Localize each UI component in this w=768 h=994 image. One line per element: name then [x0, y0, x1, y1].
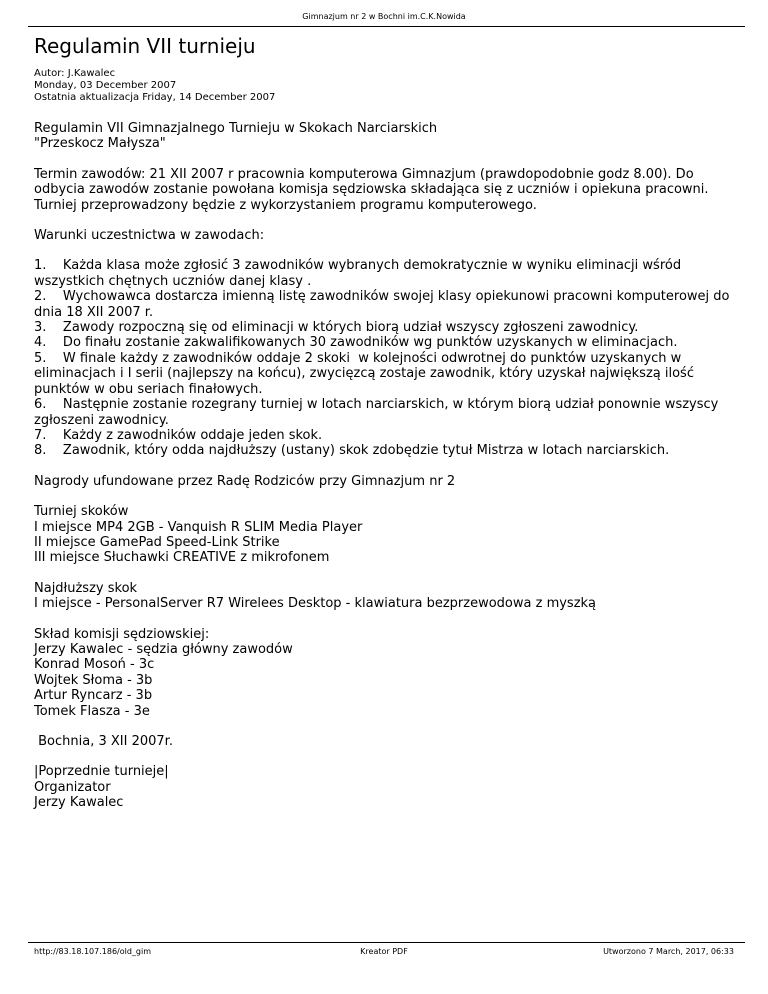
updated-date: Ostatnia aktualizacja Friday, 14 December 2007: [34, 92, 276, 103]
komisja-line: Tomek Flasza - 3e: [34, 703, 150, 719]
rule-item: 8. Zawodnik, który odda najdłuższy (ustany) skok zdobędzie tytuł Mistrza w lotach narciarskich.: [34, 443, 670, 459]
page-header: Gimnazjum nr 2 w Bochni im.C.K.Nowida: [302, 12, 466, 21]
article-meta: [34, 68, 275, 104]
place-date: [34, 734, 746, 749]
komisja-line: Skład komisji sędziowskiej:: [34, 626, 210, 642]
place-date-line: Bochnia, 3 XII 2007r.: [34, 734, 173, 749]
rule-item: 7. Każdy z zawodników oddaje jeden skok.: [34, 427, 323, 443]
prize-line: I miejsce - PersonalServer R7 Wirelees Desktop - klawiatura bezprzewodowa z myszką: [34, 596, 597, 612]
rule-item: 1. Każda klasa może zgłosić 3 zawodników wybranych demokratycznie w wyniku eliminacji wśród wszystkich chętnych uczniów danej klasy .: [34, 258, 686, 289]
prize-line: III miejsce Słuchawki CREATIVE z mikrofonem: [34, 550, 330, 566]
rule-item: 5. W finale każdy z zawodników oddaje 2 skoki w kolejności odwrotnej do punktów uzyskanych w eliminacjach i I serii (najlepszy na końcu), zwycięzcą zostaje zawodnik, który uzyskał największą ilość punktów w obu seriach finałowych.: [34, 350, 699, 397]
komisja-line: Konrad Mosoń - 3c: [34, 657, 155, 673]
closing-block: [34, 764, 746, 810]
rule-item: 3. Zawody rozpoczną się od eliminacji w których biorą udział wszyscy zgłoszeni zawodnicy.: [34, 320, 639, 336]
organizer-label: Organizator: [34, 779, 111, 795]
nagrody-paragraph: Nagrody ufundowane przez Radę Rodziców przy Gimnazjum nr 2: [34, 473, 456, 489]
footer-created: Utworzono 7 March, 2017, 06:33: [603, 947, 734, 956]
termin-paragraph: Termin zawodów: 21 XII 2007 r pracownia komputerowa Gimnazjum (prawdopodobnie godz 8.00). Do odbycia zawodów zostanie powołana komisja sędziowska składająca się z uczniów i opiekuna pracowni. Turniej przeprowadzony będzie z wykorzystaniem programu komputerowego.: [34, 166, 709, 213]
prize-line: Najdłuższy skok: [34, 580, 138, 596]
prize-line: Turniej skoków: [34, 504, 129, 520]
komisja-line: Wojtek Słoma - 3b: [34, 672, 153, 688]
rule-item: 2. Wychowawca dostarcza imienną listę zawodników swojej klasy opiekunowi pracowni komputerowej do dnia 18 XII 2007 r.: [34, 289, 734, 320]
footer-creator: Kreator PDF: [360, 947, 408, 956]
header-divider: [28, 26, 745, 27]
intro-line: Regulamin VII Gimnazjalnego Turnieju w Skokach Narciarskich: [34, 121, 438, 136]
article-title: Regulamin VII turnieju: [34, 34, 256, 58]
najdluzszy-skok-prizes: [34, 581, 746, 612]
rules-list: [34, 258, 746, 458]
prize-line: I miejsce MP4 2GB - Vanquish R SLIM Media Player: [34, 519, 363, 535]
published-date: Monday, 03 December 2007: [34, 80, 177, 91]
intro-paragraph: [34, 121, 746, 152]
komisja-line: Artur Ryncarz - 3b: [34, 688, 153, 704]
komisja-list: [34, 627, 746, 719]
rule-item: 4. Do finału zostanie zakwalifikowanych 30 zawodników wg punktów uzyskanych w eliminacjach.: [34, 335, 678, 351]
footer-url: http://83.18.107.186/old_gim: [34, 947, 152, 956]
author: Autor: J.Kawalec: [34, 68, 116, 79]
turniej-skokow-prizes: [34, 504, 746, 566]
intro-line: "Przeskocz Małysza": [34, 136, 166, 152]
article-body: [34, 121, 746, 826]
footer-divider: [28, 942, 745, 943]
previous-tournaments-link[interactable]: |Poprzednie turnieje|: [34, 764, 169, 780]
organizer-name: Jerzy Kawalec: [34, 795, 124, 811]
prize-line: II miejsce GamePad Speed-Link Strike: [34, 534, 280, 550]
komisja-line: Jerzy Kawalec - sędzia główny zawodów: [34, 641, 293, 657]
rule-item: 6. Następnie zostanie rozegrany turniej w lotach narciarskich, w którym biorą udział ponownie wszyscy zgłoszeni zawodnicy.: [34, 397, 723, 428]
warunki-heading: Warunki uczestnictwa w zawodach:: [34, 228, 265, 244]
